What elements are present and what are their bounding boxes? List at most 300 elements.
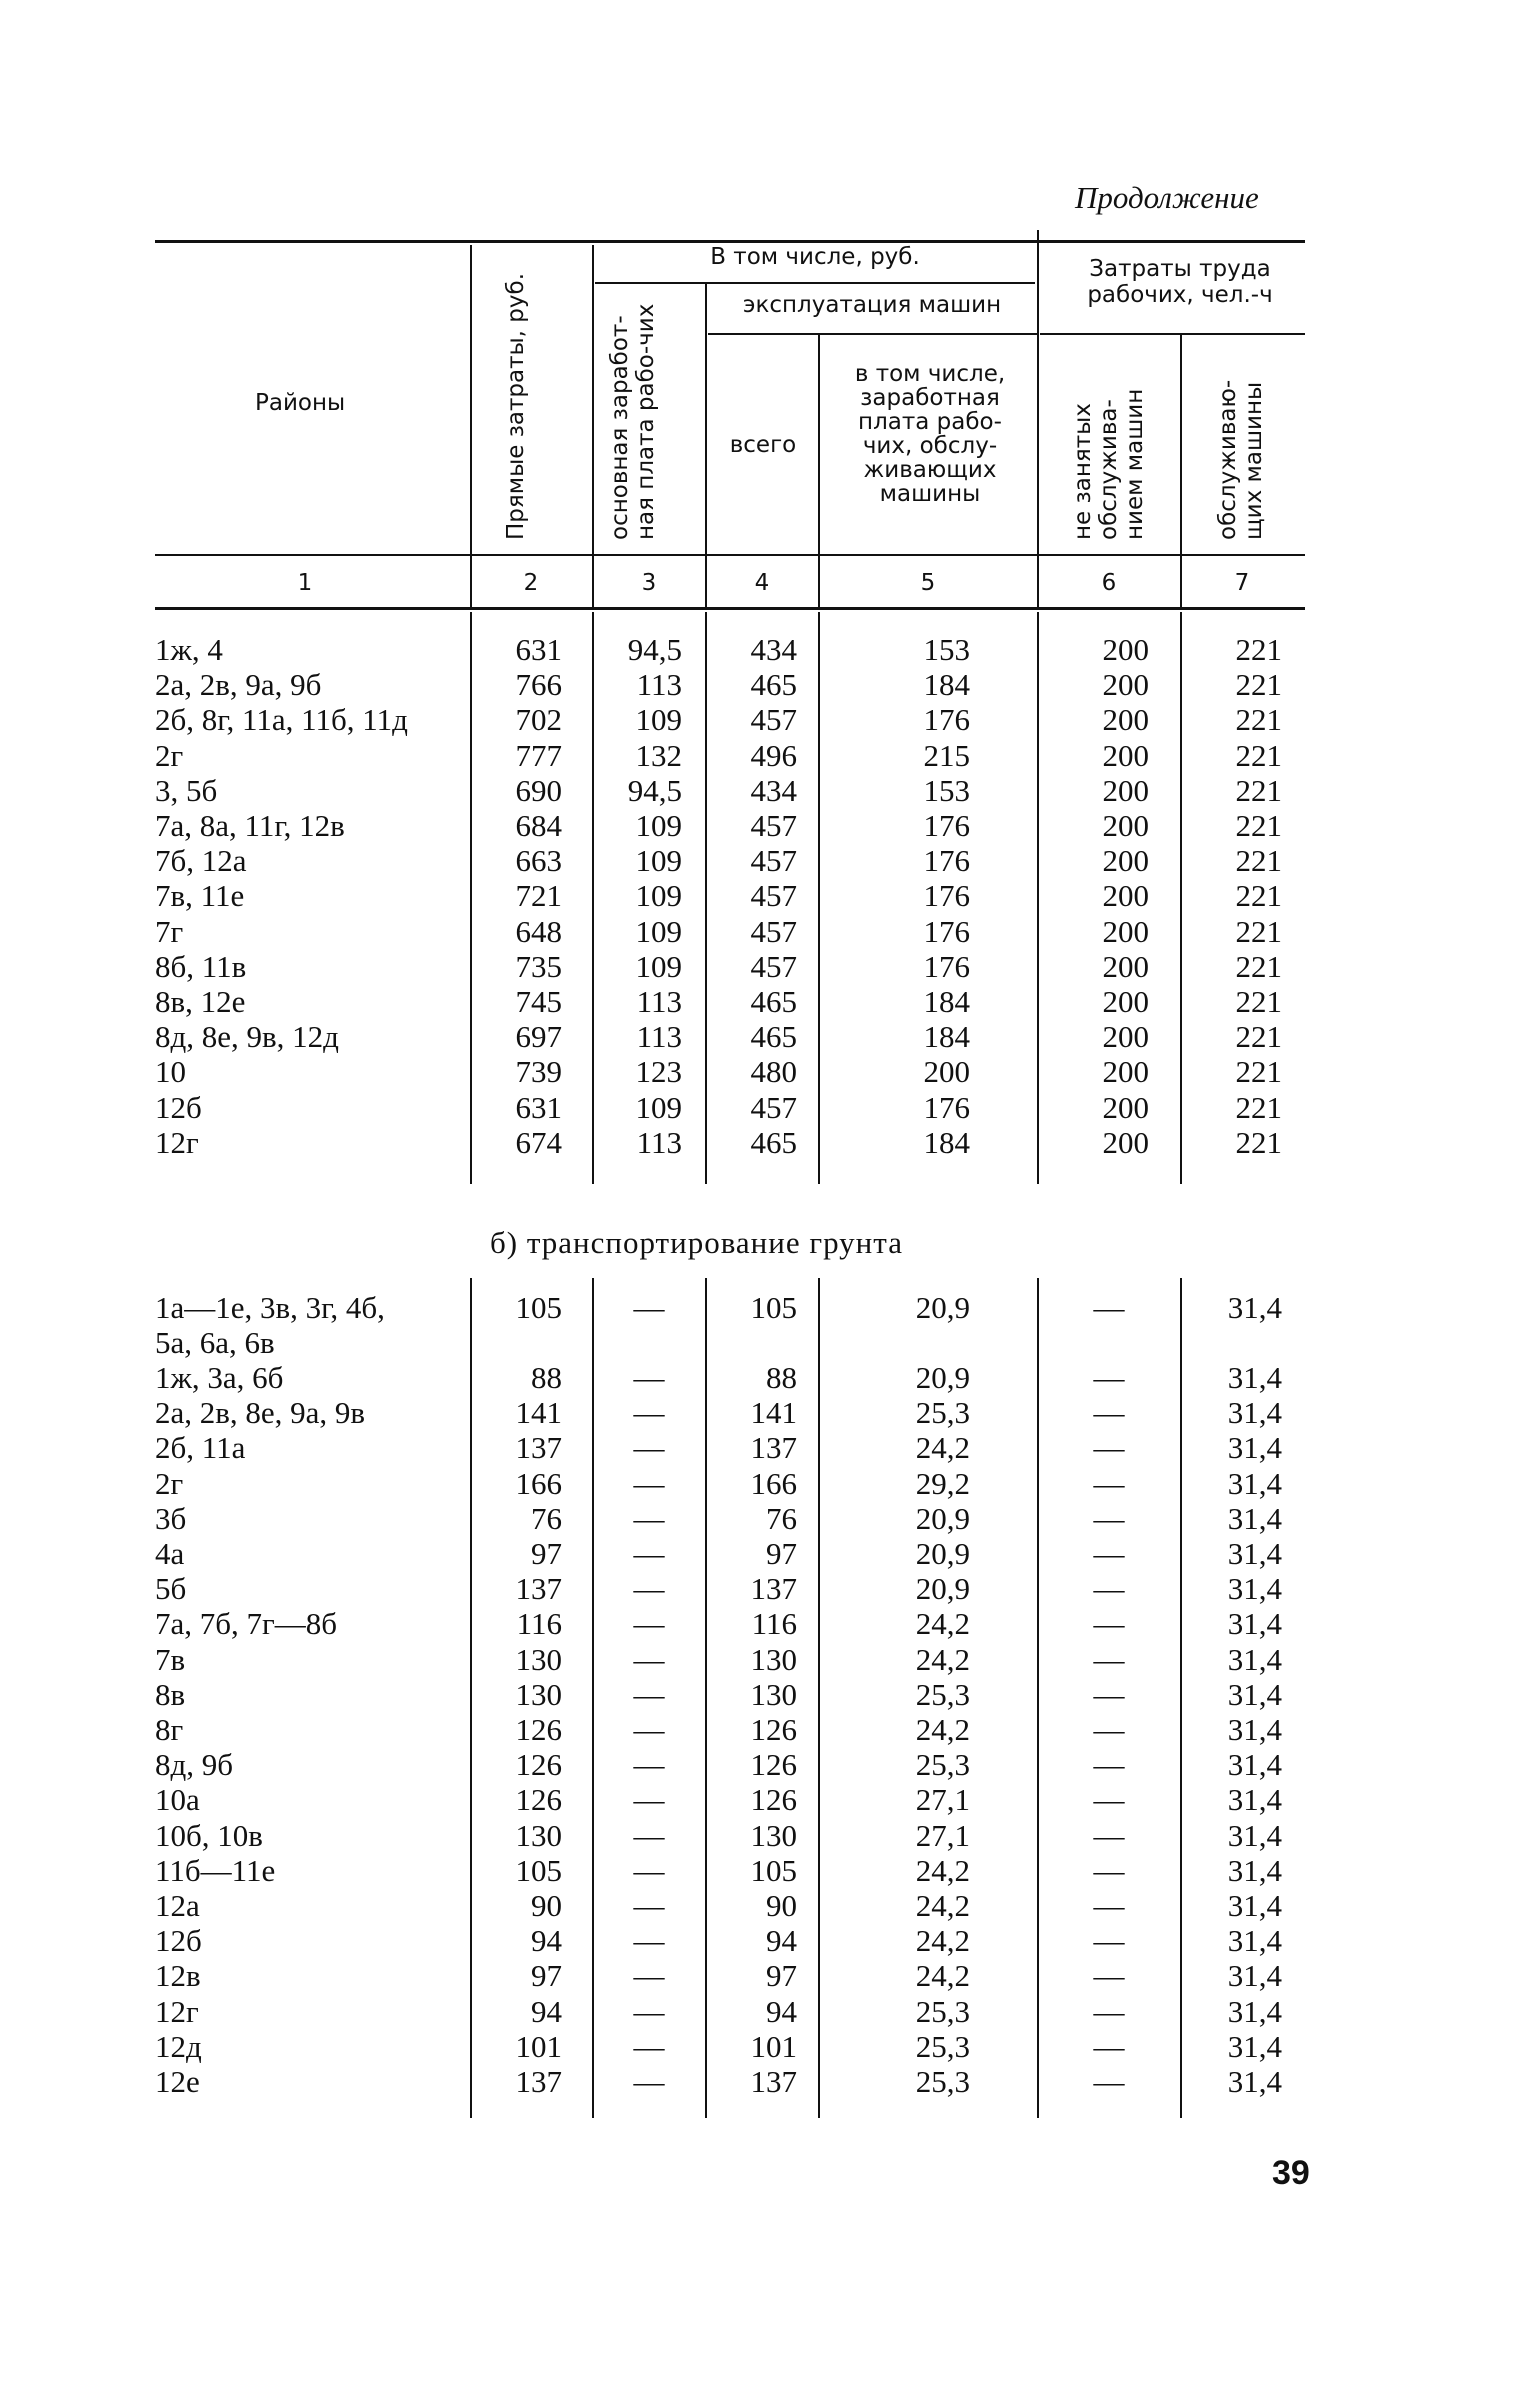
cell-machines-wage: 24,2 (915, 1923, 970, 1959)
table-row (0, 1606, 1534, 1641)
cell-labor-not-servicing: — (1093, 1747, 1125, 1783)
cell-region: 7а, 7б, 7г—8б (155, 1606, 338, 1642)
cell-region: 12а (155, 1888, 200, 1923)
cell-base-wage: — (633, 1641, 665, 1677)
cell-labor-not-servicing: 200 (1102, 878, 1149, 914)
cell-machines-total: 465 (750, 667, 797, 703)
table-row (0, 914, 1534, 949)
cell-labor-not-servicing: — (1093, 1676, 1125, 1712)
cell-direct-costs: 126 (515, 1712, 562, 1747)
cell-region: 12в (155, 1958, 201, 1994)
cell-machines-wage: 24,2 (915, 1430, 970, 1466)
cell-labor-not-servicing: — (1093, 1571, 1125, 1607)
table-row (0, 1395, 1534, 1430)
cell-region: 12д (155, 2028, 202, 2064)
cell-region: 8в (155, 1676, 186, 1712)
cell-direct-costs: 105 (515, 1852, 562, 1888)
cell-direct-costs: 702 (515, 702, 562, 738)
cell-base-wage: — (633, 1923, 665, 1959)
cell-base-wage: — (633, 1958, 665, 1994)
table-row (0, 1712, 1534, 1747)
cell-base-wage: — (633, 1500, 665, 1536)
cell-machines-total: 97 (766, 1536, 797, 1571)
cell-c4: 105 (750, 1290, 797, 1325)
col-number-6: 6 (1101, 570, 1117, 596)
cell-labor-servicing: 31,4 (1227, 2028, 1282, 2064)
cell-labor-not-servicing: — (1093, 1923, 1125, 1959)
section-b-first-row (0, 1290, 1534, 1325)
cell-labor-not-servicing: 200 (1102, 1054, 1149, 1090)
cell-machines-wage: 24,2 (915, 1852, 970, 1888)
cell-machines-total: 97 (766, 1958, 797, 1994)
cell-labor-servicing: 31,4 (1227, 1465, 1282, 1501)
cell-machines-wage: 153 (923, 772, 970, 808)
cell-direct-costs: 648 (515, 913, 562, 949)
table-row (0, 1536, 1534, 1571)
header-not-servicing: не занятых обслужива-нием машин (1070, 388, 1148, 540)
cell-labor-not-servicing: — (1093, 1817, 1125, 1853)
cell-machines-total: 126 (750, 1782, 797, 1818)
cell-base-wage: — (633, 1571, 665, 1607)
cell-c2: 105 (515, 1290, 562, 1325)
cell-labor-servicing: 31,4 (1227, 1395, 1282, 1431)
cell-machines-wage: 176 (923, 1089, 970, 1125)
table-row (0, 1888, 1534, 1923)
cell-base-wage: — (633, 1993, 665, 2029)
cell-machines-wage: 27,1 (915, 1782, 970, 1818)
cell-labor-not-servicing: — (1093, 1606, 1125, 1642)
cell-machines-total: 465 (750, 1124, 797, 1160)
cell-region: 8д, 8е, 9в, 12д (155, 1019, 339, 1055)
cell-labor-not-servicing: — (1093, 2028, 1125, 2064)
cell-base-wage: — (633, 1465, 665, 1501)
cell-labor-servicing: 221 (1235, 1054, 1282, 1090)
cell-base-wage: — (633, 1676, 665, 1712)
cell-labor-servicing: 221 (1235, 702, 1282, 738)
cell-region: 12е (155, 2064, 200, 2099)
cell-machines-wage: 176 (923, 913, 970, 949)
cell-machines-total: 457 (750, 702, 797, 738)
cell-labor-not-servicing: 200 (1102, 702, 1149, 738)
cell-labor-servicing: 31,4 (1227, 1430, 1282, 1466)
table-top-rule (155, 240, 1305, 243)
cell-base-wage: — (633, 1852, 665, 1888)
cell-region: 7б, 12а (155, 843, 247, 879)
cell-labor-servicing: 31,4 (1227, 1676, 1282, 1712)
cell-region: 1а—1е, 3в, 3г, 4б, (155, 1290, 385, 1325)
cell-labor-not-servicing: — (1093, 1430, 1125, 1466)
cell-region: 12б (155, 1089, 202, 1125)
cell-region: 8д, 9б (155, 1747, 234, 1783)
cell-machines-wage: 27,1 (915, 1817, 970, 1853)
cell-labor-not-servicing: — (1093, 1360, 1125, 1395)
cell-base-wage: — (633, 2064, 665, 2099)
cell-labor-servicing: 221 (1235, 1089, 1282, 1125)
cell-machines-wage: 20,9 (915, 1571, 970, 1607)
cell-labor-servicing: 221 (1235, 948, 1282, 984)
cell-region: 12г (155, 1124, 199, 1160)
cell-labor-servicing: 31,4 (1227, 1536, 1282, 1571)
cell-region: 2а, 2в, 9а, 9б (155, 667, 322, 703)
cell-base-wage: — (633, 1747, 665, 1783)
cell-machines-total: 457 (750, 808, 797, 843)
cell-machines-total: 130 (750, 1676, 797, 1712)
cell-labor-servicing: 31,4 (1227, 1500, 1282, 1536)
col-number-5: 5 (920, 570, 936, 596)
cell-c5: 20,9 (915, 1290, 970, 1325)
cell-machines-total: 105 (750, 1852, 797, 1888)
cell-machines-wage: 200 (923, 1054, 970, 1090)
cell-base-wage: — (633, 1395, 665, 1431)
cell-region: 2г (155, 1465, 184, 1501)
cell-region: 7г (155, 913, 184, 949)
cell-labor-not-servicing: 200 (1102, 1089, 1149, 1125)
cell-base-wage: 123 (635, 1054, 682, 1090)
cell-base-wage: 113 (636, 667, 682, 703)
cell-machines-wage: 25,3 (915, 1747, 970, 1783)
section-b-first-row-line2 (0, 1325, 1534, 1360)
cell-labor-servicing: 221 (1235, 667, 1282, 703)
cell-base-wage: — (633, 1536, 665, 1571)
rule-under-machines (708, 333, 1038, 335)
cell-base-wage: 132 (635, 737, 682, 773)
cell-labor-servicing: 221 (1235, 632, 1282, 667)
cell-direct-costs: 137 (515, 1571, 562, 1607)
cell-base-wage: 109 (635, 1089, 682, 1125)
cell-labor-servicing: 221 (1235, 1124, 1282, 1160)
cell-machines-wage: 176 (923, 878, 970, 914)
cell-machines-total: 457 (750, 1089, 797, 1125)
header-vline-1 (470, 245, 472, 610)
cell-direct-costs: 631 (515, 632, 562, 667)
cell-machines-total: 130 (750, 1817, 797, 1853)
cell-base-wage: — (633, 1360, 665, 1395)
cell-direct-costs: 126 (515, 1782, 562, 1818)
cell-base-wage: 109 (635, 843, 682, 879)
cell-base-wage: 109 (635, 878, 682, 914)
cell-machines-total: 137 (750, 1430, 797, 1466)
cell-base-wage: — (633, 1782, 665, 1818)
cell-region: 10б, 10в (155, 1817, 263, 1853)
cell-machines-total: 480 (750, 1054, 797, 1090)
cell-direct-costs: 76 (531, 1500, 562, 1536)
cell-base-wage: — (633, 1888, 665, 1923)
cell-direct-costs: 88 (531, 1360, 562, 1395)
cell-machines-wage: 20,9 (915, 1360, 970, 1395)
cell-labor-servicing: 31,4 (1227, 1923, 1282, 1959)
header-base-wage: основная заработ-ная плата рабо-чих (607, 303, 659, 540)
cell-labor-not-servicing: 200 (1102, 984, 1149, 1019)
rule-under-labor (1040, 333, 1305, 335)
cell-direct-costs: 130 (515, 1676, 562, 1712)
cell-labor-servicing: 221 (1235, 808, 1282, 843)
cell-labor-not-servicing: — (1093, 1993, 1125, 2029)
cell-direct-costs: 137 (515, 1430, 562, 1466)
cell-machines-total: 166 (750, 1465, 797, 1501)
cell-c6: — (1093, 1290, 1125, 1325)
cell-machines-total: 88 (766, 1360, 797, 1395)
continuation-label: Продолжение (1075, 180, 1259, 215)
cell-machines-total: 465 (750, 984, 797, 1019)
cell-machines-total: 434 (750, 772, 797, 808)
cell-labor-not-servicing: 200 (1102, 948, 1149, 984)
cell-machines-wage: 176 (923, 843, 970, 879)
cell-machines-wage: 176 (923, 702, 970, 738)
cell-labor-not-servicing: — (1093, 1712, 1125, 1747)
cell-machines-total: 457 (750, 948, 797, 984)
cell-machines-total: 101 (750, 2028, 797, 2064)
table-row (0, 1642, 1534, 1677)
col-number-4: 4 (754, 570, 770, 596)
cell-labor-servicing: 221 (1235, 843, 1282, 879)
header-incl-wage: в том числе, заработная плата рабо-чих, обслу-живающих машины (854, 361, 1006, 507)
cell-direct-costs: 739 (515, 1054, 562, 1090)
cell-labor-not-servicing: 200 (1102, 843, 1149, 879)
cell-direct-costs: 141 (515, 1395, 562, 1431)
table-row (0, 878, 1534, 913)
cell-machines-wage: 24,2 (915, 1641, 970, 1677)
cell-machines-wage: 24,2 (915, 1712, 970, 1747)
numbers-bottom-rule (155, 607, 1305, 610)
header-vline-2 (592, 245, 594, 610)
cell-direct-costs: 94 (531, 1993, 562, 2029)
cell-machines-total: 137 (750, 2064, 797, 2099)
cell-direct-costs: 94 (531, 1923, 562, 1959)
cell-machines-total: 130 (750, 1641, 797, 1677)
cell-direct-costs: 721 (515, 878, 562, 914)
cell-direct-costs: 674 (515, 1124, 562, 1160)
cell-machines-wage: 153 (923, 632, 970, 667)
cell-direct-costs: 90 (531, 1888, 562, 1923)
cell-labor-not-servicing: 200 (1102, 1124, 1149, 1160)
table-row (0, 1853, 1534, 1888)
cell-region: 2а, 2в, 8е, 9а, 9в (155, 1395, 366, 1431)
cell-machines-wage: 24,2 (915, 1606, 970, 1642)
cell-machines-total: 126 (750, 1712, 797, 1747)
table-row (0, 1501, 1534, 1536)
cell-labor-not-servicing: — (1093, 1782, 1125, 1818)
cell-labor-not-servicing: 200 (1102, 808, 1149, 843)
table-row (0, 2029, 1534, 2064)
table-row (0, 808, 1534, 843)
cell-machines-wage: 20,9 (915, 1500, 970, 1536)
header-bottom-rule (155, 554, 1305, 556)
cell-region: 8в, 12е (155, 984, 246, 1019)
cell-region: 5б (155, 1571, 187, 1607)
table-row (0, 738, 1534, 773)
cell-labor-servicing: 31,4 (1227, 1606, 1282, 1642)
cell-labor-not-servicing: — (1093, 1852, 1125, 1888)
cell-direct-costs: 745 (515, 984, 562, 1019)
cell-labor-servicing: 31,4 (1227, 1712, 1282, 1747)
cell-machines-wage: 25,3 (915, 2064, 970, 2099)
cell-machines-total: 465 (750, 1019, 797, 1055)
col-number-2: 2 (523, 570, 539, 596)
cell-region: 7а, 8а, 11г, 12в (155, 808, 345, 843)
cell-machines-wage: 25,3 (915, 1993, 970, 2029)
cell-labor-not-servicing: 200 (1102, 913, 1149, 949)
table-row (0, 1677, 1534, 1712)
cell-labor-not-servicing: 200 (1102, 772, 1149, 808)
cell-region: 1ж, 4 (155, 632, 223, 667)
header-servicing: обслуживаю-щих машины (1215, 379, 1267, 540)
table-row (0, 1818, 1534, 1853)
table-row (0, 1090, 1534, 1125)
cell-region: 3, 5б (155, 772, 218, 808)
cell-c3: — (633, 1290, 665, 1325)
cell-machines-wage: 184 (923, 1019, 970, 1055)
cell-direct-costs: 97 (531, 1958, 562, 1994)
cell-region: 12б (155, 1923, 202, 1959)
cell-direct-costs: 97 (531, 1536, 562, 1571)
cell-machines-wage: 24,2 (915, 1958, 970, 1994)
header-labor-costs: Затраты труда рабочих, чел.-ч (1087, 256, 1273, 308)
rule-under-incl (595, 282, 1035, 284)
cell-direct-costs: 137 (515, 2064, 562, 2099)
header-machine-operation: эксплуатация машин (742, 292, 1002, 318)
cell-region: 3б (155, 1500, 187, 1536)
cell-labor-servicing: 221 (1235, 913, 1282, 949)
cell-labor-servicing: 31,4 (1227, 1360, 1282, 1395)
cell-direct-costs: 663 (515, 843, 562, 879)
cell-base-wage: 109 (635, 913, 682, 949)
cell-direct-costs: 697 (515, 1019, 562, 1055)
cell-machines-total: 457 (750, 843, 797, 879)
cell-region: 8г (155, 1712, 184, 1747)
cell-base-wage: 113 (636, 1124, 682, 1160)
header-regions: Районы (255, 390, 346, 416)
table-row (0, 632, 1534, 667)
cell-labor-not-servicing: — (1093, 2064, 1125, 2099)
header-direct-costs: Прямые затраты, руб. (503, 272, 529, 540)
cell-machines-total: 90 (766, 1888, 797, 1923)
cell-labor-servicing: 31,4 (1227, 1958, 1282, 1994)
cell-labor-not-servicing: — (1093, 1465, 1125, 1501)
cell-machines-total: 94 (766, 1923, 797, 1959)
table-row (0, 1923, 1534, 1958)
cell-labor-not-servicing: 200 (1102, 737, 1149, 773)
cell-labor-not-servicing: — (1093, 1536, 1125, 1571)
table-row (0, 1994, 1534, 2029)
cell-machines-wage: 24,2 (915, 1888, 970, 1923)
cell-region: 7в, 11е (155, 878, 245, 914)
cell-machines-total: 434 (750, 632, 797, 667)
cell-region: 11б—11е (155, 1852, 276, 1888)
col-number-3: 3 (641, 570, 657, 596)
table-row (0, 773, 1534, 808)
cell-labor-servicing: 221 (1235, 772, 1282, 808)
cell-base-wage: — (633, 1430, 665, 1466)
cell-labor-servicing: 31,4 (1227, 1852, 1282, 1888)
cell-machines-total: 94 (766, 1993, 797, 2029)
table-row (0, 1571, 1534, 1606)
cell-machines-wage: 184 (923, 1124, 970, 1160)
table-row (0, 1782, 1534, 1817)
cell-labor-servicing: 221 (1235, 984, 1282, 1019)
cell-labor-servicing: 31,4 (1227, 2064, 1282, 2099)
table-row (0, 1747, 1534, 1782)
cell-labor-not-servicing: — (1093, 1500, 1125, 1536)
header-vline-5 (1037, 230, 1039, 610)
cell-labor-not-servicing: — (1093, 1641, 1125, 1677)
cell-labor-servicing: 31,4 (1227, 1571, 1282, 1607)
cell-machines-wage: 25,3 (915, 1676, 970, 1712)
cell-base-wage: — (633, 2028, 665, 2064)
cell-base-wage: — (633, 1817, 665, 1853)
table-row (0, 1958, 1534, 1993)
table-row (0, 1125, 1534, 1160)
cell-machines-total: 496 (750, 737, 797, 773)
section-b-title: б) транспортирование грунта (490, 1225, 903, 1260)
cell-direct-costs: 126 (515, 1747, 562, 1783)
cell-region: 7в (155, 1641, 186, 1677)
cell-labor-servicing: 31,4 (1227, 1782, 1282, 1818)
cell-region: 2б, 11а (155, 1430, 246, 1466)
cell-base-wage: — (633, 1606, 665, 1642)
cell-labor-not-servicing: 200 (1102, 667, 1149, 703)
table-row (0, 1466, 1534, 1501)
cell-base-wage: — (633, 1712, 665, 1747)
table-row (0, 1019, 1534, 1054)
cell-labor-servicing: 31,4 (1227, 1817, 1282, 1853)
page-number: 39 (1272, 2154, 1310, 2192)
table-row (0, 1054, 1534, 1089)
cell-machines-total: 141 (750, 1395, 797, 1431)
cell-direct-costs: 166 (515, 1465, 562, 1501)
header-incl-rub: В том числе, руб. (710, 244, 920, 270)
cell-machines-wage: 20,9 (915, 1536, 970, 1571)
cell-c7: 31,4 (1227, 1290, 1282, 1325)
cell-machines-total: 457 (750, 913, 797, 949)
table-row (0, 667, 1534, 702)
header-vline-6 (1180, 335, 1182, 610)
cell-direct-costs: 130 (515, 1641, 562, 1677)
cell-direct-costs: 631 (515, 1089, 562, 1125)
cell-machines-wage: 184 (923, 984, 970, 1019)
cell-region: 2б, 8г, 11а, 11б, 11д (155, 702, 408, 738)
cell-labor-servicing: 31,4 (1227, 1993, 1282, 2029)
cell-base-wage: 109 (635, 702, 682, 738)
cell-machines-total: 116 (751, 1606, 797, 1642)
col-number-1: 1 (297, 570, 313, 596)
cell-direct-costs: 690 (515, 772, 562, 808)
cell-machines-total: 126 (750, 1747, 797, 1783)
cell-machines-wage: 29,2 (915, 1465, 970, 1501)
cell-direct-costs: 130 (515, 1817, 562, 1853)
cell-machines-total: 457 (750, 878, 797, 914)
cell-region: 10а (155, 1782, 200, 1818)
cell-direct-costs: 766 (515, 667, 562, 703)
cell-region: 8б, 11в (155, 948, 247, 984)
table-row (0, 843, 1534, 878)
table-row (0, 2064, 1534, 2099)
cell-labor-not-servicing: — (1093, 1958, 1125, 1994)
cell-labor-servicing: 221 (1235, 1019, 1282, 1055)
cell-base-wage: 113 (636, 984, 682, 1019)
cell-base-wage: 109 (635, 808, 682, 843)
cell-machines-wage: 215 (923, 737, 970, 773)
cell-direct-costs: 116 (516, 1606, 562, 1642)
cell-region-line2: 5а, 6а, 6в (155, 1325, 275, 1360)
cell-machines-wage: 184 (923, 667, 970, 703)
header-total: всего (729, 432, 797, 458)
table-row (0, 984, 1534, 1019)
table-row (0, 702, 1534, 737)
cell-machines-wage: 176 (923, 808, 970, 843)
cell-labor-servicing: 221 (1235, 878, 1282, 914)
cell-labor-not-servicing: — (1093, 1395, 1125, 1431)
cell-base-wage: 94,5 (627, 632, 682, 667)
